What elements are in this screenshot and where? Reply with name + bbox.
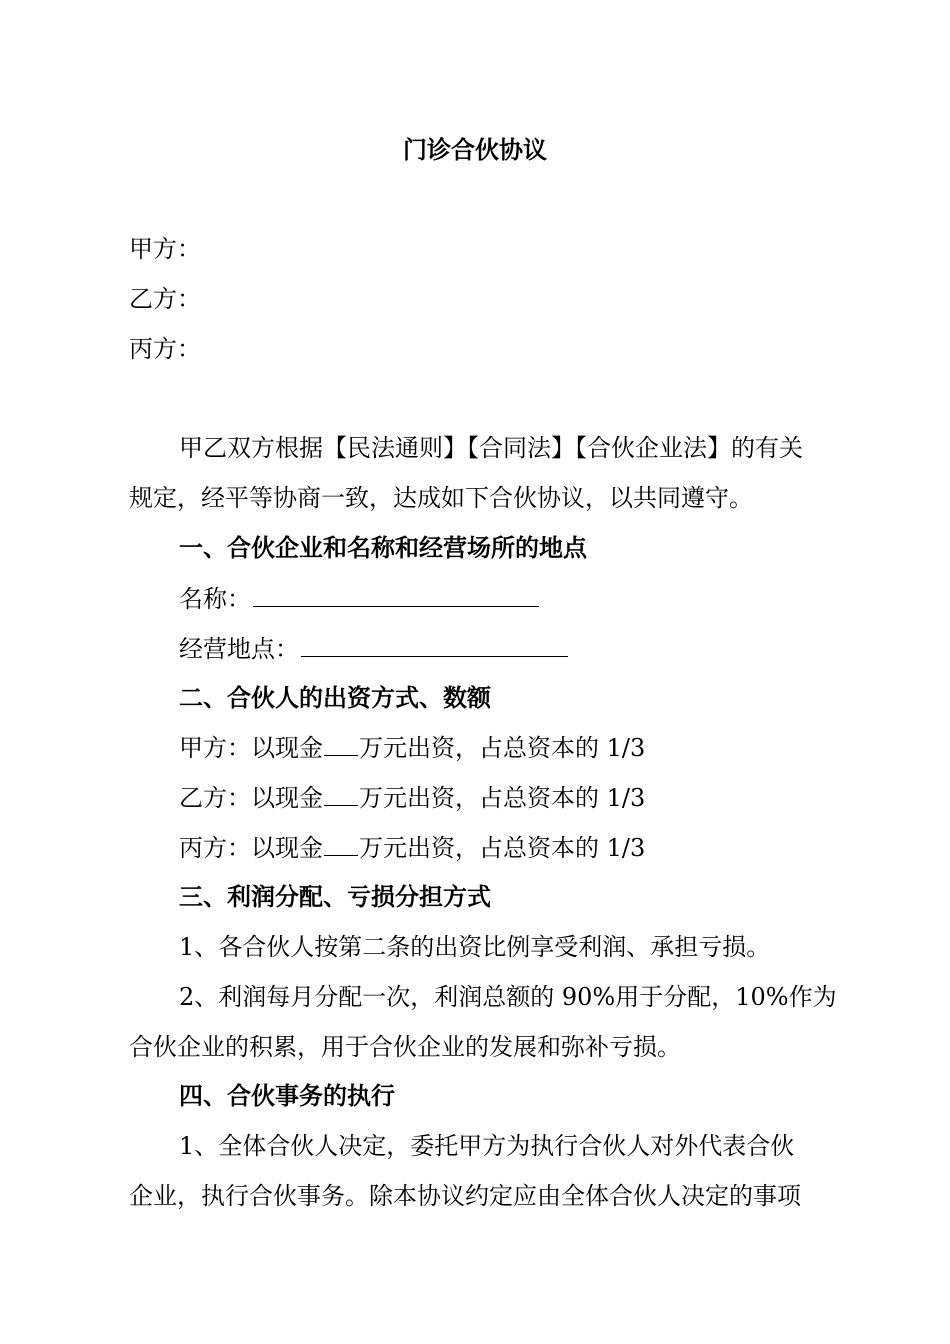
party-a-label: 甲方： bbox=[129, 235, 201, 263]
contribution-a-prefix: 甲方：以现金 bbox=[179, 734, 323, 762]
contribution-b-blank bbox=[324, 779, 358, 806]
contribution-row-b bbox=[179, 779, 879, 816]
intro-line-2: 规定，经平等协商一致，达成如下合伙协议，以共同遵守。 bbox=[129, 484, 753, 512]
section-3-heading: 三、利润分配、亏损分担方式 bbox=[179, 883, 491, 911]
contribution-c-prefix: 丙方：以现金 bbox=[179, 834, 323, 862]
contribution-c-suffix: 万元出资，占总资本的 1/3 bbox=[359, 834, 646, 862]
profit-item-2-line-1: 2、利润每月分配一次，利润总额的 90%用于分配，10%作为 bbox=[179, 983, 837, 1011]
business-name-blank bbox=[253, 580, 539, 607]
contribution-a-blank bbox=[324, 729, 358, 756]
contribution-row-a bbox=[179, 729, 879, 766]
business-name-row bbox=[179, 580, 879, 617]
business-location-label: 经营地点： bbox=[179, 635, 299, 663]
contribution-b-suffix: 万元出资，占总资本的 1/3 bbox=[359, 784, 646, 812]
execution-item-1-line-2: 企业，执行合伙事务。除本协议约定应由全体合伙人决定的事项 bbox=[129, 1182, 801, 1210]
execution-item-1-line-1: 1、全体合伙人决定，委托甲方为执行合伙人对外代表合伙 bbox=[179, 1132, 795, 1160]
contribution-a-suffix: 万元出资，占总资本的 1/3 bbox=[359, 734, 646, 762]
business-location-row bbox=[179, 630, 879, 667]
section-4-heading: 四、合伙事务的执行 bbox=[179, 1082, 395, 1110]
business-location-blank bbox=[301, 630, 568, 657]
contribution-c-blank bbox=[324, 829, 358, 856]
party-b-label: 乙方： bbox=[129, 285, 201, 313]
section-1-heading: 一、合伙企业和名称和经营场所的地点 bbox=[179, 534, 587, 562]
document-title: 门诊合伙协议 bbox=[403, 136, 547, 164]
profit-item-2-line-2: 合伙企业的积累，用于合伙企业的发展和弥补亏损。 bbox=[129, 1033, 681, 1061]
business-name-label: 名称： bbox=[179, 585, 251, 613]
party-c-label: 丙方： bbox=[129, 335, 201, 363]
profit-item-1: 1、各合伙人按第二条的出资比例享受利润、承担亏损。 bbox=[179, 933, 771, 961]
section-2-heading: 二、合伙人的出资方式、数额 bbox=[179, 684, 491, 712]
intro-line-1: 甲乙双方根据【民法通则】【合同法】【合伙企业法】的有关 bbox=[179, 434, 803, 462]
contribution-b-prefix: 乙方：以现金 bbox=[179, 784, 323, 812]
contribution-row-c bbox=[179, 829, 879, 866]
